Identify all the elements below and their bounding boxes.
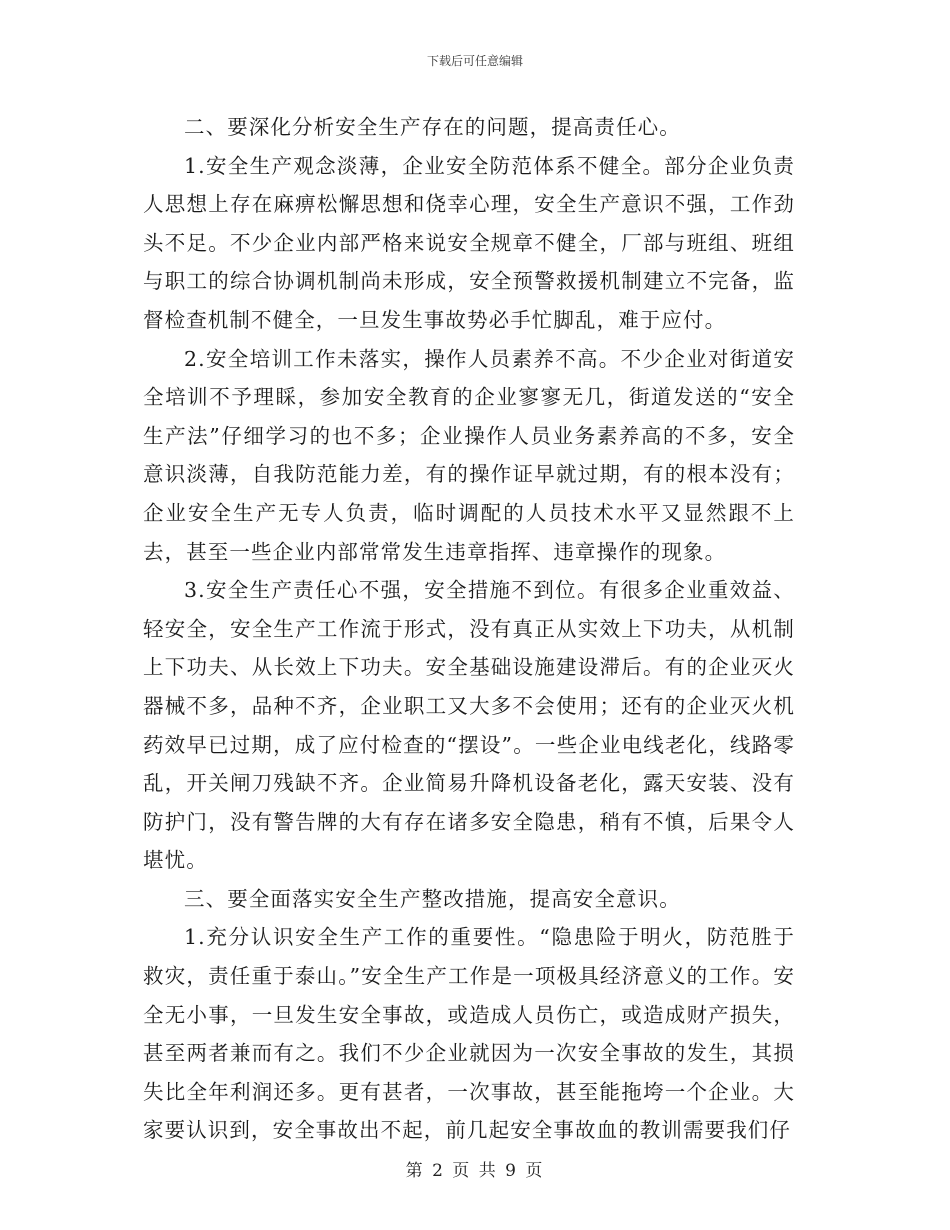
page-header: 下载后可任意编辑: [426, 54, 523, 68]
document-body: [143, 108, 795, 1150]
paragraph-2-2: 2.安全培训工作未落实，操作人员素养不高。不少企业对街道安全培训不予理睬，参加安全教育的企业寥寥无几，街道发送的“安全生产法”仔细学习的也不多；企业操作人员业务素养高的不多，安全意识淡薄，自我防范能力差，有的操作证早就过期，有的根本没有；企业安全生产无专人负责，临时调配的人员技术水平又显然跟不上去，甚至一些企业内部常常发生违章指挥、违章操作的现象。: [143, 346, 795, 564]
section-heading-3: 三、要全面落实安全生产整改措施，提高安全意识。: [184, 886, 681, 911]
paragraph-2-3: 3.安全生产责任心不强，安全措施不到位。有很多企业重效益、轻安全，安全生产工作流于形式，没有真正从实效上下功夫，从机制上下功夫、从长效上下功夫。安全基础设施建设滞后。有的企业灭火器械不多，品种不齐，企业职工又大多不会使用；还有的企业灭火机药效早已过期，成了应付检查的“摆设”。一些企业电线老化，线路零乱，开关闸刀残缺不齐。企业简易升降机设备老化，露天安装、没有防护门，没有警告牌的大有存在诸多安全隐患，稍有不慎，后果令人堪忧。: [143, 578, 795, 873]
paragraph-2-1: 1.安全生产观念淡薄，企业安全防范体系不健全。部分企业负责人思想上存在麻痹松懈思想和侥幸心理，安全生产意识不强，工作劲头不足。不少企业内部严格来说安全规章不健全，厂部与班组、班组与职工的综合协调机制尚未形成，安全预警救援机制建立不完备，监督检查机制不健全，一旦发生事故势必手忙脚乱，难于应付。: [143, 153, 795, 332]
page-footer: 第 2 页 共 9 页: [405, 1161, 545, 1181]
section-heading-2: 二、要深化分析安全生产存在的问题，提高责任心。: [184, 115, 681, 139]
paragraph-3-1: 1.充分认识安全生产工作的重要性。“隐患险于明火，防范胜于救灾，责任重于泰山。”安全生产工作是一项极具经济意义的工作。安全无小事，一旦发生安全事故，或造成人员伤亡，或造成财产损失，甚至两者兼而有之。我们不少企业就因为一次安全事故的发生，其损失比全年利润还多。更有甚者，一次事故，甚至能拖垮一个企业。大家要认识到，安全事故出不起，前几起安全事故血的教训需要我们仔: [143, 925, 795, 1143]
